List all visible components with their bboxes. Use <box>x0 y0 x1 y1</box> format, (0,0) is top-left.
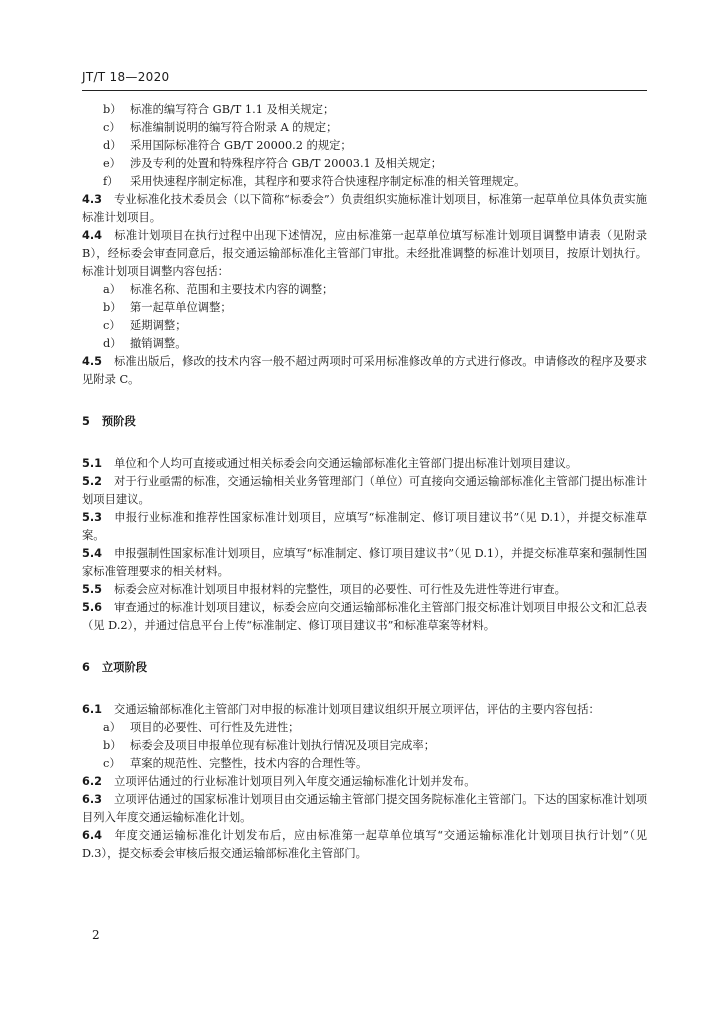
clause-text: 申报行业标准和推荐性国家标准计划项目，应填写“标准制定、修订项目建议书”（见 D.1），并提交标准草案。 <box>82 511 647 542</box>
list-text: 草案的规范性、完整性，技术内容的合理性等。 <box>130 757 368 770</box>
list-top <box>82 101 647 191</box>
section-6-clauses <box>82 773 647 863</box>
list-text: 标准的编写符合 GB/T 1.1 及相关规定； <box>130 103 335 116</box>
list-item <box>82 335 647 353</box>
list-item <box>82 317 647 335</box>
clause-text: 立项评估通过的国家标准计划项目由交通运输主管部门提交国务院标准化主管部门。下达的国家标准计划项目列入年度交通运输标准化计划。 <box>82 793 647 824</box>
page-content <box>82 101 647 863</box>
list-marker: d） <box>103 139 122 152</box>
page-number: 2 <box>92 928 100 942</box>
header-rule <box>82 90 647 91</box>
list-marker: c） <box>103 757 121 770</box>
list-item <box>82 101 647 119</box>
clause <box>82 455 647 473</box>
list-marker: d） <box>103 337 122 350</box>
list-marker: c） <box>103 121 121 134</box>
list-item <box>82 137 647 155</box>
clause <box>82 581 647 599</box>
section-6-heading: 6 立项阶段 <box>82 661 148 674</box>
list-text: 采用国际标准符合 GB/T 20000.2 的规定； <box>130 139 352 152</box>
clause <box>82 545 647 581</box>
list-text: 采用快速程序制定标准，其程序和要求符合快速程序制定标准的相关管理规定。 <box>130 175 526 188</box>
clause <box>82 473 647 509</box>
clause-number: 6.3 <box>82 793 103 806</box>
list-text: 标准编制说明的编写符合附录 A 的规定； <box>130 121 338 134</box>
list-text: 撤销调整。 <box>130 337 187 350</box>
clause <box>82 599 647 635</box>
clause-4-4: 4.4 标准计划项目在执行过程中出现下述情况，应由标准第一起草单位填写标准计划项目调整申请表（见附录 B），经标委会审查同意后，报交通运输部标准化主管部门审批。未经批准调整的标准计划项目，按原计划执行。标准计划项目调整内容包括： <box>82 229 647 278</box>
clause <box>82 509 647 545</box>
clause <box>82 827 647 863</box>
clause-text: 对于行业亟需的标准，交通运输相关业务管理部门（单位）可直接向交通运输部标准化主管部门提出标准计划项目建议。 <box>82 475 647 506</box>
clause-number: 6.4 <box>82 829 103 842</box>
list-marker: e） <box>103 157 121 170</box>
list-marker: b） <box>103 739 122 752</box>
clause <box>82 773 647 791</box>
section-5-heading: 5 预阶段 <box>82 415 136 428</box>
clause-text: 单位和个人均可直接或通过相关标委会向交通运输部标准化主管部门提出标准计划项目建议。 <box>114 457 578 470</box>
list-item <box>82 719 647 737</box>
clause-text: 审查通过的标准计划项目建议，标委会应向交通运输部标准化主管部门报交标准计划项目申报公文和汇总表（见 D.2），并通过信息平台上传“标准制定、修订项目建议书”和标准草案等材料。 <box>82 601 647 632</box>
list-marker: a） <box>103 721 122 734</box>
clause-6-1: 6.1 交通运输部标准化主管部门对申报的标准计划项目建议组织开展立项评估，评估的主要内容包括： <box>82 703 600 716</box>
clause-number: 5.1 <box>82 457 103 470</box>
clause-number: 5.3 <box>82 511 103 524</box>
list-item <box>82 155 647 173</box>
clause-text: 标委会应对标准计划项目申报材料的完整性，项目的必要性、可行性及先进性等进行审查。 <box>114 583 566 596</box>
list-marker: b） <box>103 301 122 314</box>
list-item <box>82 281 647 299</box>
list-text: 项目的必要性、可行性及先进性； <box>130 721 300 734</box>
clause-text: 年度交通运输标准化计划发布后，应由标准第一起草单位填写“交通运输标准化计划项目执行计划”（见 D.3），提交标委会审核后报交通运输部标准化主管部门。 <box>82 829 647 860</box>
section-5-clauses <box>82 455 647 635</box>
list-item <box>82 737 647 755</box>
clause-number: 5.4 <box>82 547 103 560</box>
clause-number: 5.6 <box>82 601 103 614</box>
document-code: JT/T 18—2020 <box>82 70 170 84</box>
list-text: 标委会及项目申报单位现有标准计划执行情况及项目完成率； <box>130 739 436 752</box>
list-text: 第一起草单位调整； <box>130 301 232 314</box>
list-4-4 <box>82 281 647 353</box>
clause-4-5: 4.5 标准出版后，修改的技术内容一般不超过两项时可采用标准修改单的方式进行修改。申请修改的程序及要求见附录 C。 <box>82 355 647 386</box>
list-text: 延期调整； <box>130 319 187 332</box>
clause-number: 5.5 <box>82 583 103 596</box>
clause-number: 6.2 <box>82 775 103 788</box>
clause-4-3: 4.3 专业标准化技术委员会（以下简称“标委会”）负责组织实施标准计划项目，标准第一起草单位具体负责实施标准计划项目。 <box>82 193 647 224</box>
list-item <box>82 299 647 317</box>
list-text: 标准名称、范围和主要技术内容的调整； <box>130 283 334 296</box>
list-item <box>82 119 647 137</box>
list-marker: c） <box>103 319 121 332</box>
list-marker: b） <box>103 103 122 116</box>
clause-text: 申报强制性国家标准计划项目，应填写“标准制定、修订项目建议书”（见 D.1），并提交标准草案和强制性国家标准管理要求的相关材料。 <box>82 547 647 578</box>
clause-number: 5.2 <box>82 475 103 488</box>
list-text: 涉及专利的处置和特殊程序符合 GB/T 20003.1 及相关规定； <box>130 157 443 170</box>
clause-text: 立项评估通过的行业标准计划项目列入年度交通运输标准化计划并发布。 <box>114 775 476 788</box>
list-item <box>82 173 647 191</box>
list-marker: f） <box>103 175 119 188</box>
list-item <box>82 755 647 773</box>
list-marker: a） <box>103 283 122 296</box>
list-6-1 <box>82 719 647 773</box>
clause <box>82 791 647 827</box>
